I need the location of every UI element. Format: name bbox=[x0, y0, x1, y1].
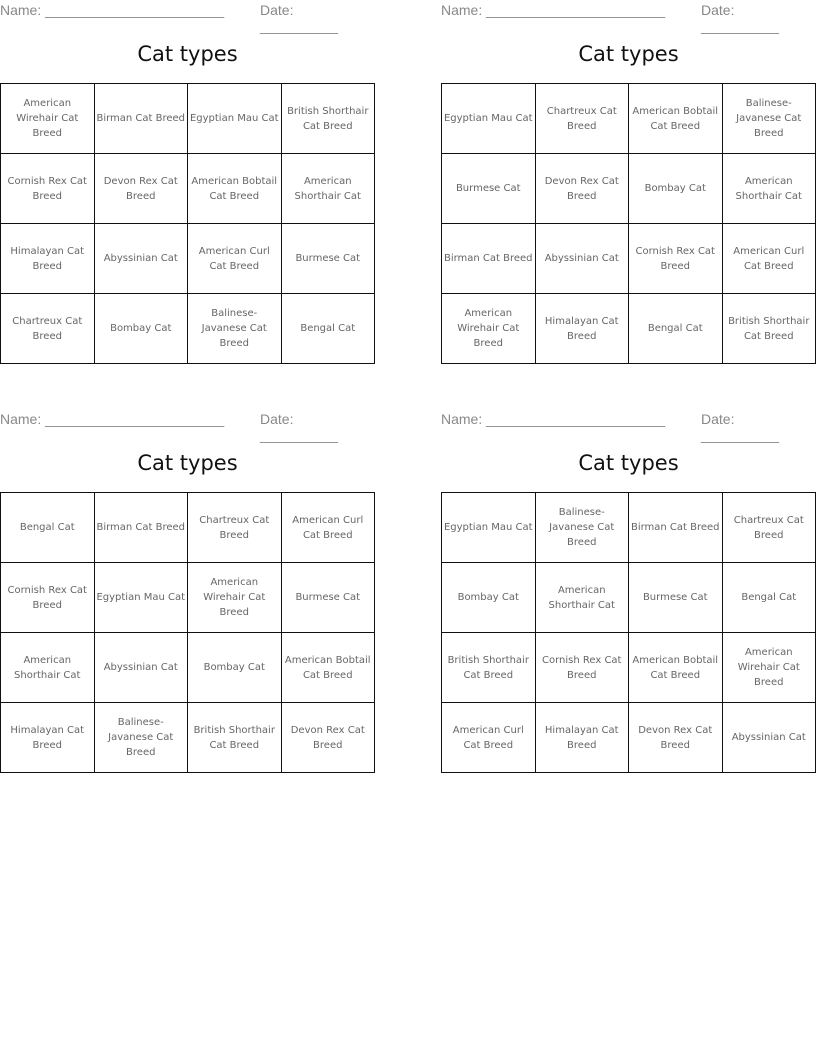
grid-row bbox=[442, 703, 816, 773]
grid-cell: Devon Rex Cat Breed bbox=[535, 154, 629, 224]
card-title: Cat types bbox=[137, 42, 238, 66]
grid-cell: American Bobtail Cat Breed bbox=[629, 84, 723, 154]
grid-row bbox=[1, 224, 375, 294]
grid-cell: Bombay Cat bbox=[188, 633, 282, 703]
grid-cell: Burmese Cat bbox=[281, 563, 375, 633]
grid-cell: Birman Cat Breed bbox=[94, 493, 188, 563]
grid-cell: American Shorthair Cat bbox=[281, 154, 375, 224]
card-title: Cat types bbox=[578, 42, 679, 66]
date-field[interactable]: Date: __________ bbox=[701, 411, 779, 443]
grid-row bbox=[1, 633, 375, 703]
grid-cell: Burmese Cat bbox=[281, 224, 375, 294]
grid-cell: Burmese Cat bbox=[442, 154, 536, 224]
grid-row bbox=[1, 154, 375, 224]
grid-cell: Cornish Rex Cat Breed bbox=[1, 154, 95, 224]
grid-row bbox=[1, 703, 375, 773]
grid-cell: American Curl Cat Breed bbox=[442, 703, 536, 773]
grid-cell: Chartreux Cat Breed bbox=[535, 84, 629, 154]
grid-cell: American Curl Cat Breed bbox=[188, 224, 282, 294]
grid-row bbox=[442, 154, 816, 224]
grid-cell: Bengal Cat bbox=[629, 294, 723, 364]
grid-cell: Abyssinian Cat bbox=[94, 224, 188, 294]
grid-cell: American Wirehair Cat Breed bbox=[188, 563, 282, 633]
bingo-grid bbox=[441, 492, 816, 773]
grid-row bbox=[442, 633, 816, 703]
bingo-grid bbox=[441, 83, 816, 364]
grid-cell: American Wirehair Cat Breed bbox=[722, 633, 816, 703]
grid-cell: Himalayan Cat Breed bbox=[1, 703, 95, 773]
name-field[interactable]: Name: _______________________ bbox=[0, 411, 225, 427]
grid-cell: American Curl Cat Breed bbox=[722, 224, 816, 294]
name-date-header bbox=[0, 409, 375, 443]
grid-cell: Balinese-Javanese Cat Breed bbox=[722, 84, 816, 154]
grid-cell: Birman Cat Breed bbox=[629, 493, 723, 563]
grid-cell: American Wirehair Cat Breed bbox=[1, 84, 95, 154]
grid-cell: Bombay Cat bbox=[94, 294, 188, 364]
grid-cell: Bengal Cat bbox=[281, 294, 375, 364]
grid-cell: Chartreux Cat Breed bbox=[1, 294, 95, 364]
grid-cell: Chartreux Cat Breed bbox=[722, 493, 816, 563]
name-date-header bbox=[441, 409, 816, 443]
grid-cell: Abyssinian Cat bbox=[535, 224, 629, 294]
grid-cell: Balinese-Javanese Cat Breed bbox=[188, 294, 282, 364]
name-date-header bbox=[0, 0, 375, 34]
grid-row bbox=[1, 493, 375, 563]
grid-row bbox=[1, 294, 375, 364]
name-date-header bbox=[441, 0, 816, 34]
grid-cell: Bengal Cat bbox=[722, 563, 816, 633]
grid-cell: Himalayan Cat Breed bbox=[1, 224, 95, 294]
grid-cell: Egyptian Mau Cat bbox=[442, 84, 536, 154]
grid-cell: Egyptian Mau Cat bbox=[94, 563, 188, 633]
name-field[interactable]: Name: _______________________ bbox=[441, 411, 666, 427]
grid-row bbox=[442, 493, 816, 563]
grid-cell: Cornish Rex Cat Breed bbox=[535, 633, 629, 703]
bingo-card bbox=[441, 0, 816, 349]
bingo-card bbox=[0, 409, 375, 758]
grid-cell: Birman Cat Breed bbox=[94, 84, 188, 154]
grid-cell: Cornish Rex Cat Breed bbox=[629, 224, 723, 294]
bingo-grid bbox=[0, 492, 375, 773]
grid-cell: Balinese-Javanese Cat Breed bbox=[94, 703, 188, 773]
grid-cell: American Shorthair Cat bbox=[722, 154, 816, 224]
grid-cell: Bombay Cat bbox=[629, 154, 723, 224]
grid-cell: Bombay Cat bbox=[442, 563, 536, 633]
bingo-card bbox=[0, 0, 375, 349]
grid-cell: Egyptian Mau Cat bbox=[188, 84, 282, 154]
card-title: Cat types bbox=[137, 451, 238, 475]
grid-cell: British Shorthair Cat Breed bbox=[722, 294, 816, 364]
grid-cell: American Bobtail Cat Breed bbox=[281, 633, 375, 703]
grid-cell: Bengal Cat bbox=[1, 493, 95, 563]
name-field[interactable]: Name: _______________________ bbox=[0, 2, 225, 18]
grid-row bbox=[442, 224, 816, 294]
grid-cell: British Shorthair Cat Breed bbox=[281, 84, 375, 154]
grid-cell: Balinese-Javanese Cat Breed bbox=[535, 493, 629, 563]
grid-cell: Abyssinian Cat bbox=[722, 703, 816, 773]
grid-row bbox=[442, 294, 816, 364]
bingo-card bbox=[441, 409, 816, 751]
grid-cell: American Wirehair Cat Breed bbox=[442, 294, 536, 364]
grid-cell: British Shorthair Cat Breed bbox=[188, 703, 282, 773]
grid-cell: American Bobtail Cat Breed bbox=[188, 154, 282, 224]
date-field[interactable]: Date: __________ bbox=[260, 411, 338, 443]
grid-cell: Cornish Rex Cat Breed bbox=[1, 563, 95, 633]
bingo-grid bbox=[0, 83, 375, 364]
grid-cell: Devon Rex Cat Breed bbox=[94, 154, 188, 224]
grid-row bbox=[442, 563, 816, 633]
grid-cell: Himalayan Cat Breed bbox=[535, 294, 629, 364]
card-title: Cat types bbox=[578, 451, 679, 475]
grid-cell: American Curl Cat Breed bbox=[281, 493, 375, 563]
date-field[interactable]: Date: __________ bbox=[701, 2, 779, 34]
grid-cell: Abyssinian Cat bbox=[94, 633, 188, 703]
grid-cell: American Shorthair Cat bbox=[535, 563, 629, 633]
grid-cell: Egyptian Mau Cat bbox=[442, 493, 536, 563]
grid-row bbox=[1, 563, 375, 633]
grid-cell: British Shorthair Cat Breed bbox=[442, 633, 536, 703]
grid-cell: Chartreux Cat Breed bbox=[188, 493, 282, 563]
grid-cell: Devon Rex Cat Breed bbox=[281, 703, 375, 773]
grid-cell: Devon Rex Cat Breed bbox=[629, 703, 723, 773]
grid-cell: Burmese Cat bbox=[629, 563, 723, 633]
grid-cell: American Bobtail Cat Breed bbox=[629, 633, 723, 703]
grid-row bbox=[442, 84, 816, 154]
grid-cell: Himalayan Cat Breed bbox=[535, 703, 629, 773]
grid-cell: Birman Cat Breed bbox=[442, 224, 536, 294]
date-field[interactable]: Date: __________ bbox=[260, 2, 338, 34]
grid-row bbox=[1, 84, 375, 154]
name-field[interactable]: Name: _______________________ bbox=[441, 2, 666, 18]
grid-cell: American Shorthair Cat bbox=[1, 633, 95, 703]
